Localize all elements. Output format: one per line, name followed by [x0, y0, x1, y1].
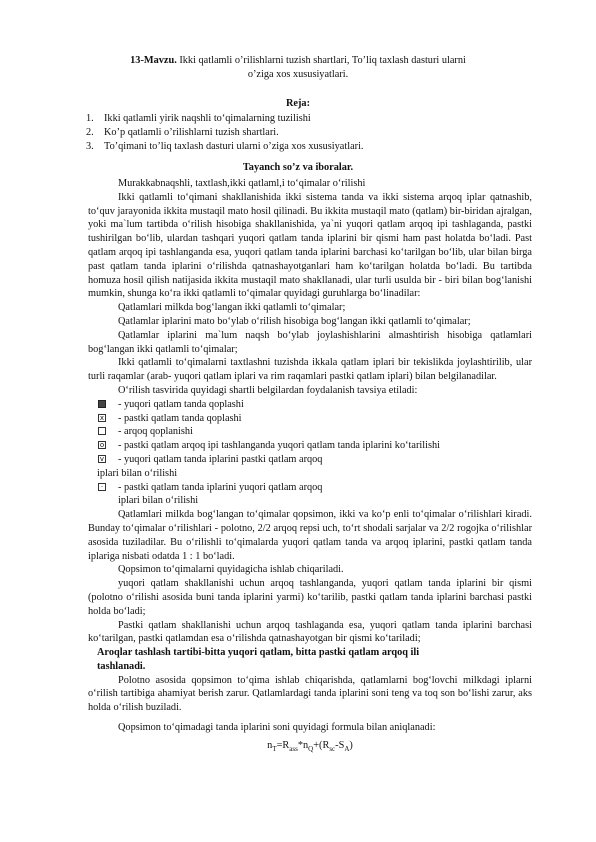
plan-item-text: To’qimani to’liq taxlash dasturi ularni o’ziga xos xususiyatlari. — [104, 141, 364, 152]
bold-statement-cont: tashlanadi. — [97, 660, 146, 672]
legend-item — [88, 398, 532, 412]
plan-item-number: 1. — [86, 113, 94, 124]
plan-item-number: 2. — [86, 127, 94, 138]
x-square-icon: x — [99, 413, 105, 422]
paragraph: Qatlamlar iplarini ma`lum naqsh bo‘ylab joylashishlarini almashtirish hisobiga qatlamlari bog‘langan ikki qatlamli to‘qimalar; — [88, 329, 532, 355]
document-body — [88, 177, 532, 757]
legend-item — [88, 481, 532, 495]
paragraph: Qopsimon to‘qimadagi tanda iplarini soni quyidagi formula bilan aniqlanadi: — [118, 722, 436, 734]
legend-continuation: iplari bilan o‘rilishi — [118, 495, 199, 507]
paragraph: Ikki qatlamli to‘qimalarni taxtlashni tuzishda ikkala qatlam iplari bir tekislikda joylashtirilib, ular turli raqamlar (arab- yuqori qatlam iplari va rim raqamlari pastki qatlam iplari) bilan belgilanadilar. — [88, 357, 532, 383]
legend-text: - arqoq qoplanishi — [118, 426, 193, 438]
legend-text: - pastki qatlam tanda qoplashi — [118, 412, 242, 424]
dot-square-icon: · — [98, 483, 106, 491]
legend-item — [88, 412, 532, 426]
bold-statement: Aroqlar tashlash tartibi-bitta yuqori qatlam, bitta pastki qatlam arqoq ili — [97, 647, 420, 659]
plan-item — [80, 126, 520, 140]
paragraph: Polotno asosida qopsimon to‘qima ishlab chiqarishda, qatlamlarni bog‘lovchi milkdagi iplarni o‘rilish tartibiga ahamiyat berish zarur. Qatlamlardagi tanda iplarini soni teng va toq son bo‘lishi zarur, aks holda o‘rilish buziladi. — [88, 674, 532, 714]
document-title — [88, 54, 508, 82]
v-square-icon: v — [99, 454, 105, 463]
legend-text: - pastki qatlam arqoq ipi tashlanganda yuqori qatlam tanda iplarini ko‘tarilishi — [118, 440, 440, 452]
paragraph: yuqori qatlam shakllanishi uchun arqoq tashlanganda, yuqori qatlam tanda iplarini bir qismi (polotno o‘rilishi asosida buni tanda iplarini yarmi) ko‘tarilib, pastki qatlam tanda iplarini barchasi pastki holda bo‘ladi; — [88, 578, 532, 617]
plan-item-text: Ko’p qatlamli o’rilishlarni tuzish shartlari. — [104, 127, 279, 138]
plan-item — [80, 112, 520, 126]
legend-item — [88, 453, 532, 467]
legend-item — [88, 439, 532, 453]
title-line-1: Ikki qatlamli o’rilishlarni tuzish shartlari, To’liq taxlash dasturi ularni — [179, 55, 466, 66]
empty-square-icon — [98, 427, 106, 435]
legend-text: - pastki qatlam tanda iplarini yuqori qatlam arqoq — [118, 481, 323, 493]
legend-text: - yuqori qatlam tanda iplarini pastki qatlam arqoq — [118, 453, 323, 465]
filled-square-icon — [98, 400, 106, 408]
legend-continuation: iplari bilan o‘rilishi — [97, 467, 178, 479]
plan-item-text: Ikki qatlamli yirik naqshli to‘qimalarning tuzilishi — [104, 113, 311, 124]
paragraph: Qatlamlari milkda bog‘langan to‘qimalar qopsimon, ikki va ko‘p enli to‘qimalar o‘rilishlari kiradi. Bunday to‘qimalar o‘rilishlari - polotno, 2/2 arqoq repsi uch, to‘rt shodali sarjalar va 2/2 rogojka o‘rilishlar asosida tuziladilar. Bu o‘rilishli to‘qimalarda yuqori qatlam tanda va arqoq iplarini, pastki qatlam tanda iplariga nisbati odatda 1 : 1 bo‘ladi. — [88, 509, 532, 562]
plan-list — [80, 112, 520, 154]
legend — [88, 398, 532, 508]
paragraph: Ikki qatlamli to‘qimani shakllanishida ikki sistema tanda va ikki sistema arqoq iplar qatnashib, to‘quv jarayonida ikkita mustaqil mato hosil qilinadi. Bu ikkita mustaqil mato (qatlam) bir-biridan ajralgan, yoki ma`lum tartibda o‘rilish hisobiga shakllanishida, ya`ni yuqori qatlam arqoq ipi tashlaganda, pastki tushirilgan bo‘lib, ulardan tashqari yuqori qatlam tanda iplarini bir qismi ham past holatda bo‘ladi. Past qatlam arqoq ipi tashlanganda esa, yuqori qatlam tanda iplarini barchasi ko‘tarilgan bo‘lib, ular bilan birga past qatlam tanda iplarini o‘rilishda qatnashayotganlari ham ko‘tarilgan holatda bo‘ladi. Bu tartibda homuza hosil qilish natijasida ikkita mustaqil mato shakllanadi, ular turli usulda bir - biri bilan bog‘lanishi mumkin, shunga ko‘ra ikki qatlamli to‘qimalar quyidagi guruhlarga bo‘linadilar: — [88, 191, 532, 300]
legend-item — [88, 425, 532, 439]
paragraph: Qopsimon to‘qimalarni quyidagicha ishlab chiqariladi. — [118, 564, 344, 576]
plan-item-number: 3. — [86, 141, 94, 152]
plan-item — [80, 140, 520, 154]
formula: $n_T=R_{ass}*n_Q+(R_{sc}-S_A)$ — [267, 739, 353, 753]
circle-square-icon: o — [99, 441, 105, 450]
keywords-text: Murakkabnaqshli, taxtlash,ikki qatlaml,i to‘qimalar o‘rilishi — [118, 178, 366, 189]
paragraph: Qatlamlar iplarini mato bo‘ylab o‘rilish hisobiga bog‘langan ikki qatlamli to‘qimalar; — [118, 315, 471, 327]
paragraph: Qatlamlari milkda bog‘langan ikki qatlamli to‘qimalar; — [118, 302, 346, 314]
paragraph: O‘rilish tasvirida quyidagi shartli belgilardan foydalanish tavsiya etiladi: — [118, 384, 418, 396]
title-line-2: o’ziga xos xususiyatlari. — [247, 69, 349, 80]
legend-text: - yuqori qatlam tanda qoplashi — [118, 398, 244, 410]
paragraph: Pastki qatlam shakllanishi uchun arqoq tashlaganda esa, yuqori qatlam tanda iplarini barchasi ko‘tarilgan, pastki qatlamdan esa o‘rilishda qatnashayotgan bir qismi ko‘tariladi; — [88, 619, 532, 645]
topic-number: 13-Mavzu. — [130, 55, 177, 66]
keywords-heading: Tayanch so’z va iboralar. — [242, 162, 354, 173]
plan-heading: Reja: — [285, 98, 310, 109]
